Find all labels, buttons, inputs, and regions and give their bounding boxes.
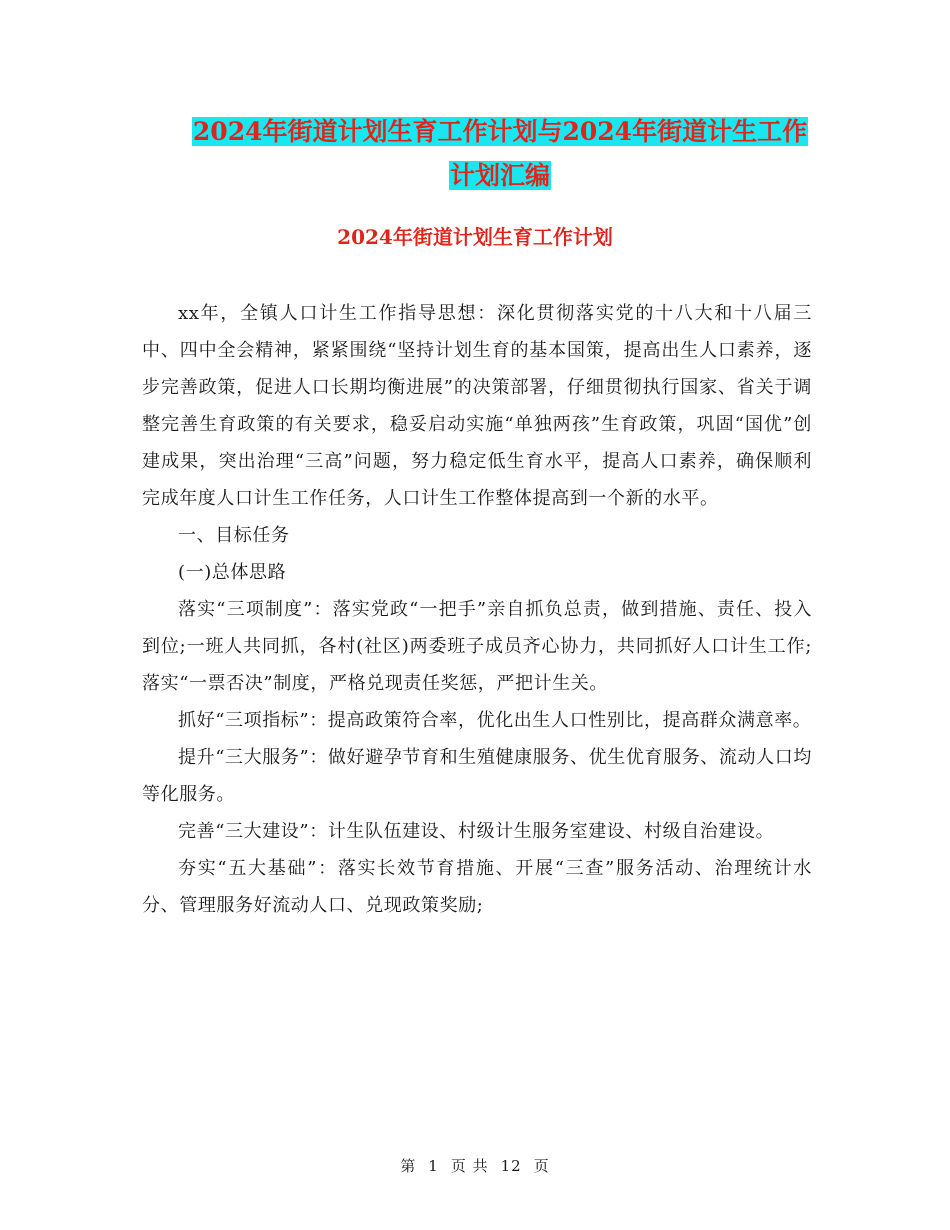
paragraph: 落实“三项制度”：落实党政“一把手”亲自抓负总责，做到措施、责任、投入到位;一班人共同抓，各村(社区)两委班子成员齐心协力，共同抓好人口计生工作;落实“一票否决”制度，严格兑现责任奖惩，严把计生关。 (142, 599, 812, 694)
document-title (140, 110, 860, 198)
page-label-prefix: 第 (400, 1157, 417, 1175)
page-label-suffix: 页 (533, 1157, 550, 1175)
total-pages: 12 (500, 1157, 522, 1175)
section-title: 2024年街道计划生育工作计划 (337, 225, 613, 249)
page-label-mid: 页 共 (450, 1157, 489, 1175)
page-footer (0, 1155, 950, 1176)
paragraph: xx年，全镇人口计生工作指导思想：深化贯彻落实党的十八大和十八届三中、四中全会精神，紧紧围绕“坚持计划生育的基本国策，提高出生人口素养，逐步完善政策，促进人口长期均衡进展”的决策部署，仔细贯彻执行国家、省关于调整完善生育政策的有关要求，稳妥启动实施“单独两孩”生育政策，巩固“国优”创建成果，突出治理“三高”问题，努力稳定低生育水平，提高人口素养，确保顺利完成年度人口计生工作任务，人口计生工作整体提高到一个新的水平。 (142, 303, 812, 509)
document-body (142, 295, 812, 924)
document-title-line2: 计划汇编 (449, 161, 550, 190)
document-title-line1: 2024年街道计划生育工作计划与2024年街道计生工作 (192, 117, 808, 146)
paragraph: 夯实“五大基础”：落实长效节育措施、开展“三查”服务活动、治理统计水分、管理服务好流动人口、兑现政策奖励; (142, 858, 812, 916)
paragraph: 提升“三大服务”：做好避孕节育和生殖健康服务、优生优育服务、流动人口均等化服务。 (142, 747, 812, 805)
paragraph: 抓好“三项指标”：提高政策符合率，优化出生人口性别比，提高群众满意率。 (178, 710, 812, 731)
paragraph: 完善“三大建设”：计生队伍建设、村级计生服务室建设、村级自治建设。 (178, 821, 775, 842)
current-page-number: 1 (428, 1157, 439, 1175)
paragraph: (一)总体思路 (178, 562, 287, 583)
paragraph: 一、目标任务 (178, 525, 290, 546)
